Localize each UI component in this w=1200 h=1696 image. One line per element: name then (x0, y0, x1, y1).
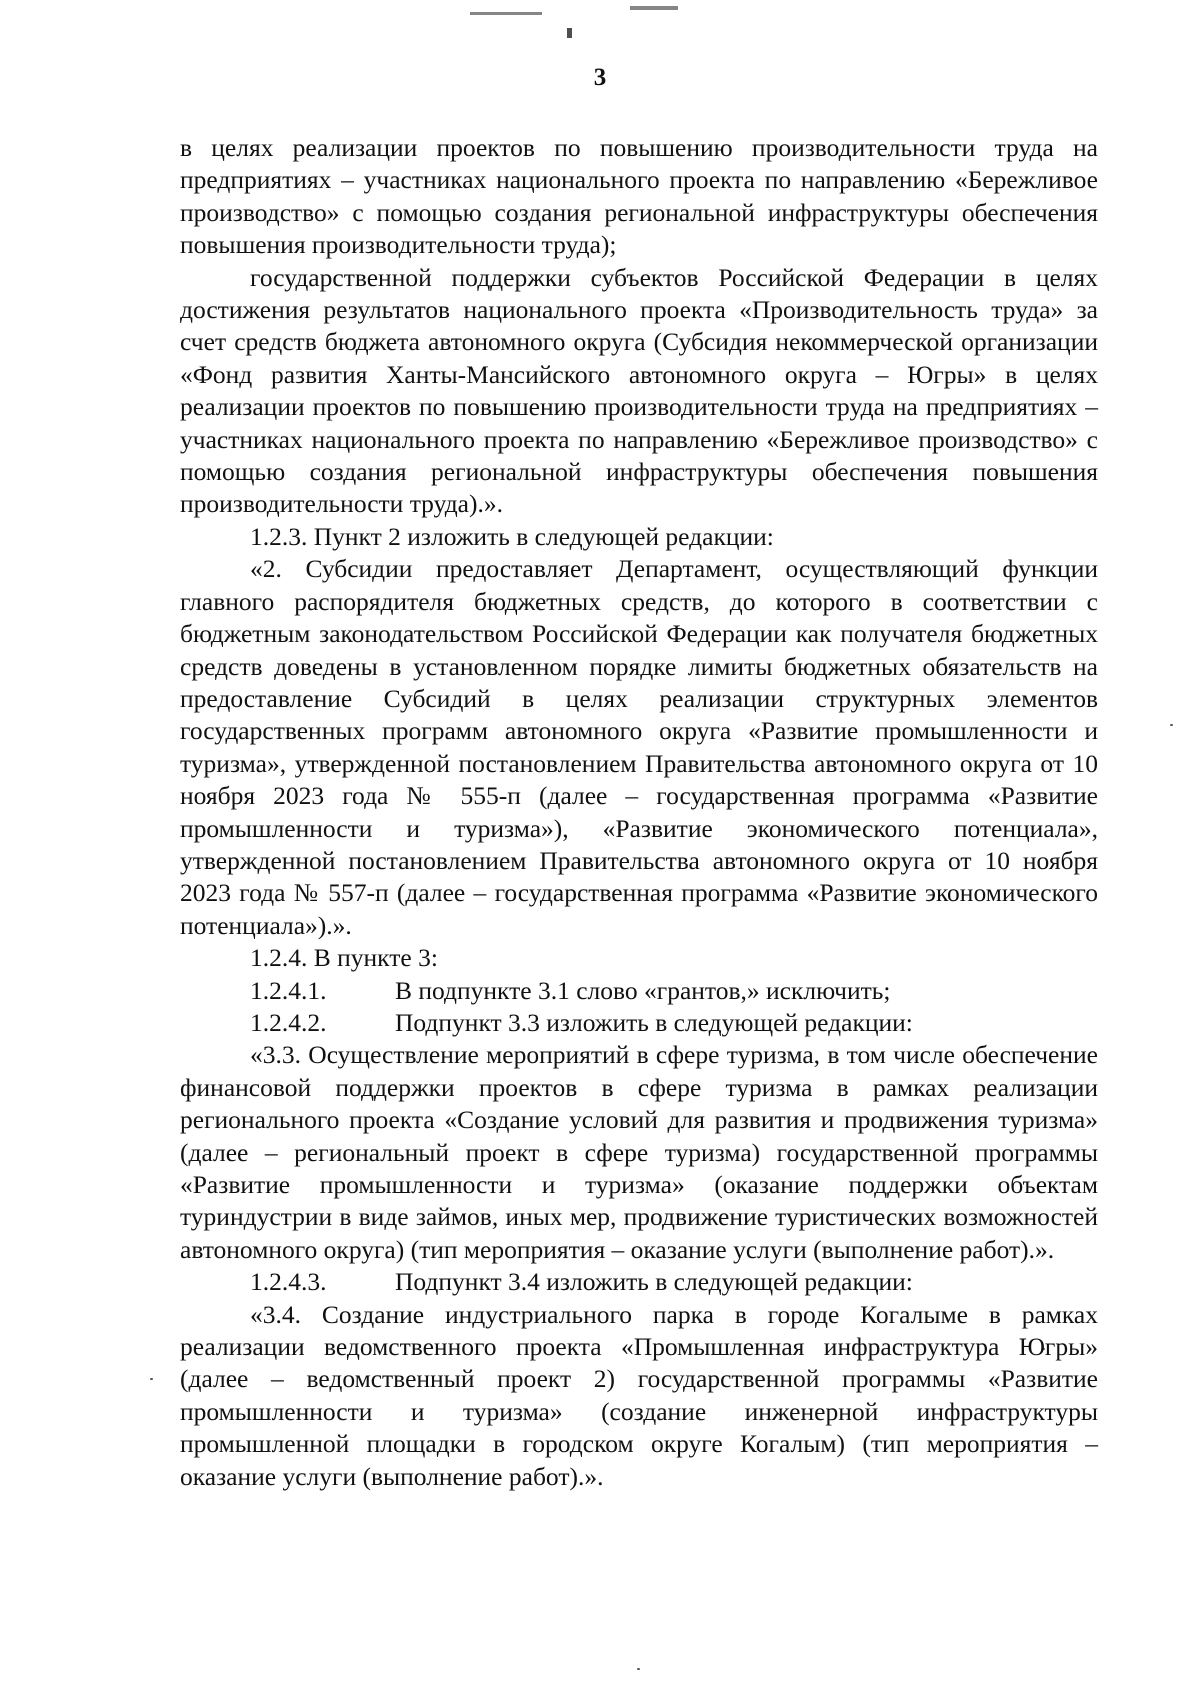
scan-speck (1170, 724, 1173, 726)
scan-artifact (630, 6, 678, 10)
sub-item-number: 1.2.4.2. (250, 1007, 327, 1037)
scan-speck (637, 1668, 640, 1670)
scan-artifact (470, 12, 542, 15)
sub-item-text: Подпункт 3.3 изложить в следующей редакции: (395, 1007, 913, 1037)
paragraph: «3.4. Создание индустриального парка в городе Когалыме в рамках реализации ведомственного проекта «Промышленная инфраструктура Югры» (далее – ведомственный проект 2) государственной программы «Развитие промышленности и туризма» (создание инженерной инфраструктуры промышленной площадки в городском округе Когалым) (тип мероприятия – оказание услуги (выполнение работ).». (180, 1299, 1098, 1491)
sub-item (180, 975, 1098, 1007)
sub-item-text: В подпункте 3.1 слово «грантов,» исключить; (395, 975, 891, 1005)
sub-item-number: 1.2.4.1. (250, 975, 327, 1005)
paragraph: «3.3. Осуществление мероприятий в сфере туризма, в том числе обеспечение финансовой поддержки проектов в сфере туризма в рамках реализации регионального проекта «Создание условий для развития и продвижения туризма» (далее – региональный проект в сфере туризма) государственной программы «Развитие промышленности и туризма» (оказание поддержки объектам туриндустрии в виде займов, иных мер, продвижение туристических возможностей автономного округа) (тип мероприятия – оказание услуги (выполнение работ).». (180, 1040, 1098, 1264)
paragraph: 1.2.4. В пункте 3: (250, 943, 438, 973)
sub-item-number: 1.2.4.3. (250, 1267, 327, 1297)
paragraph: «2. Субсидии предоставляет Департамент, осуществляющий функции главного распорядителя бюджетных средств, до которого в соответствии с бюджетным законодательством Российской Федерации как получателя бюджетных средств доведены в установленном порядке лимиты бюджетных обязательств на предоставление Субсидий в целях реализации структурных элементов государственных программ автономного округа «Развитие промышленности и туризма», утвержденной постановлением Правительства автономного округа от 10 ноября 2023 года № 555-п (далее – государственная программа «Развитие промышленности и туризма»), «Развитие экономического потенциала», утвержденной постановлением Правительства автономного округа от 10 ноября 2023 года № 557-п (далее – государственная программа «Развитие экономического потенциала»).». (180, 554, 1098, 940)
scan-speck (150, 1378, 153, 1380)
sub-item-text: Подпункт 3.4 изложить в следующей редакции: (395, 1267, 913, 1297)
paragraph: в целях реализации проектов по повышению производительности труда на предприятиях – участниках национального проекта по направлению «Бережливое производство» с помощью создания региональной инфраструктуры обеспечения повышения производительности труда); (180, 133, 1098, 260)
sub-item (180, 1007, 1098, 1039)
sub-item (180, 1266, 1098, 1298)
document-body (180, 132, 1098, 1493)
scan-artifact (567, 28, 572, 38)
paragraph: государственной поддержки субъектов Российской Федерации в целях достижения результатов национального проекта «Производительность труда» за счет средств бюджета автономного округа (Субсидия некоммерческой организации «Фонд развития Ханты-Мансийского автономного округа – Югры» в целях реализации проектов по повышению производительности труда на предприятиях – участниках национального проекта по направлению «Бережливое производство» с помощью создания региональной инфраструктуры обеспечения повышения производительности труда).». (180, 262, 1098, 519)
page-number: 3 (593, 64, 607, 91)
paragraph: 1.2.3. Пункт 2 изложить в следующей редакции: (250, 521, 774, 551)
